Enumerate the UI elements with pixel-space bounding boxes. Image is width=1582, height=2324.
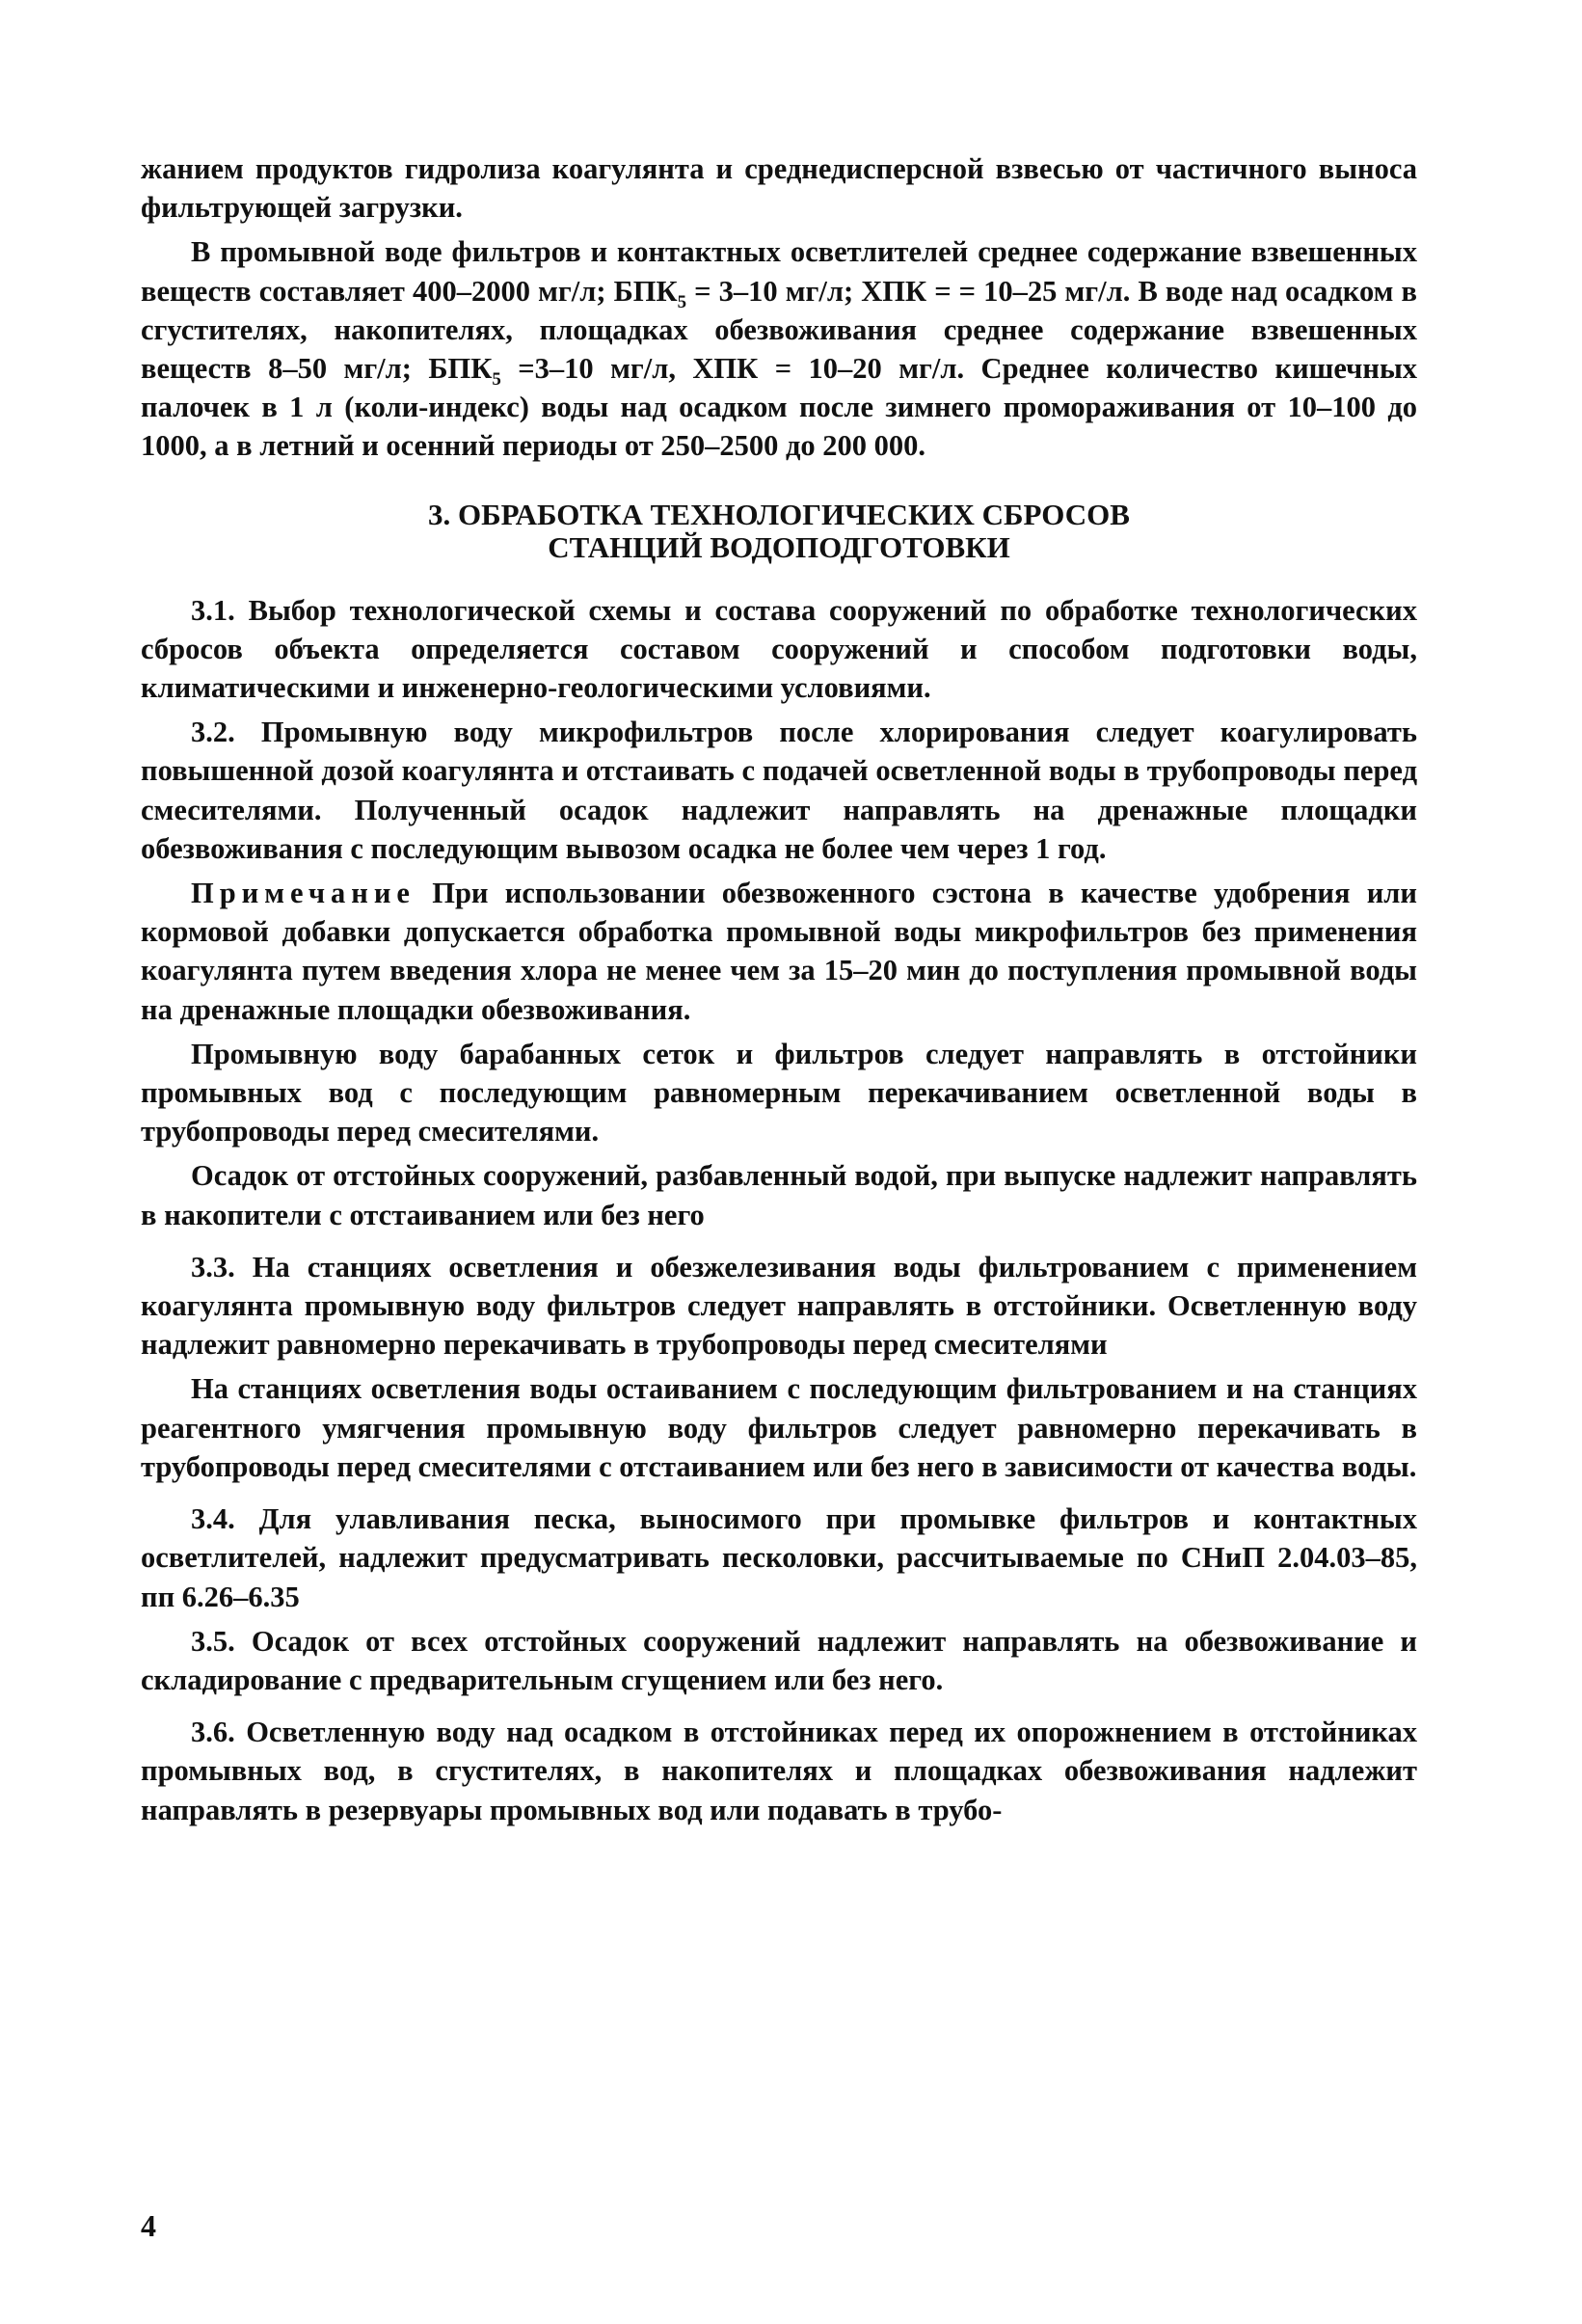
section-heading-line-2: СТАНЦИЙ ВОДОПОДГОТОВКИ (548, 529, 1010, 564)
bpk-subscript-1: 5 (677, 291, 687, 312)
wash-water-text-2: = 3–10 мг/л; ХПК = = 10–25 мг/л. В воде над осадком в сгустителях, накопителях, площадках обезвоживания среднее содержание взвешенных веществ 8–50 мг/л; БПК (141, 274, 1417, 386)
wash-water-text-1: В промывной воде фильтров и контактных осветлителей среднее содержание взвешенных веществ составляет 400–2000 мг/л; БПК (141, 235, 1417, 308)
wash-water-paragraph (141, 232, 1417, 465)
clause-3-4: 3.4. Для улавливания песка, выносимого при промывке фильтров и контактных осветлителей, надлежит предусматривать песколовки, рассчитываемые по СНиП 2.04.03–85, пп 6.26–6.35 (141, 1502, 1417, 1613)
note-paragraph (141, 874, 1417, 1029)
clause-3-2-sediment: Осадок от отстойных сооружений, разбавленный водой, при выпуске надлежит направлять в накопители с отстаиванием или без него (141, 1159, 1417, 1231)
section-heading-line-1: 3. ОБРАБОТКА ТЕХНОЛОГИЧЕСКИХ СБРОСОВ (428, 497, 1130, 531)
document-body (141, 149, 1417, 1829)
clause-3-6: 3.6. Осветленную воду над осадком в отстойниках перед их опорожнением в отстойниках промывных вод, в сгустителях, в накопителях и площадках обезвоживания надлежит направлять в резервуары промывных вод или подавать в трубо- (141, 1716, 1417, 1826)
continuation-paragraph: жанием продуктов гидролиза коагулянта и среднедисперсной взвесью от частичного выноса фильтрующей загрузки. (141, 152, 1417, 225)
clause-3-5: 3.5. Осадок от всех отстойных сооружений надлежит направлять на обезвоживание и складирование с предварительным сгущением или без него. (141, 1624, 1417, 1696)
wash-water-text-3: =3–10 мг/л, ХПК = 10–20 мг/л. Среднее количество кишечных палочек в 1 л (коли-индекс) воды над осадком после зимнего промораживания от 10–100 до 1000, а в летний и осенний периоды от 250–2500 до 200 000. (141, 352, 1418, 463)
clause-3-3-settling: На станциях осветления воды остаиванием с последующим фильтрованием и на станциях реагентного умягчения промывную воду фильтров следует равномерно перекачивать в трубопроводы перед смесителями с отстаиванием или без него в зависимости от качества воды. (141, 1372, 1417, 1483)
clause-3-1: 3.1. Выбор технологической схемы и состава сооружений по обработке технологических сбросов объекта определяется составом сооружений и способом подготовки воды, климатическими и инженерно-геологическими условиями. (141, 593, 1417, 705)
section-heading (141, 499, 1417, 564)
clause-3-2: 3.2. Промывную воду микрофильтров после хлорирования следует коагулировать повышенной дозой коагулянта и отстаивать с подачей осветленной воды в трубопроводы перед смесителями. Полученный осадок надлежит направлять на дренажные площадки обезвоживания с последующим вывозом осадка не более чем через 1 год. (141, 716, 1417, 865)
note-text: При использовании обезвоженного сэстона в качестве удобрения или кормовой добавки допускается обработка промывной воды микрофильтров без применения коагулянта путем введения хлора не менее чем за 15–20 мин до поступления промывной воды на дренажные площадки обезвоживания. (141, 877, 1417, 1026)
bpk-subscript-2: 5 (492, 369, 501, 391)
clause-3-3: 3.3. На станциях осветления и обезжелезивания воды фильтрованием с применением коагулянта промывную воду фильтров следует направлять в отстойники. Осветленную воду надлежит равномерно перекачивать в трубопроводы перед смесителями (141, 1250, 1417, 1362)
page-number: 4 (141, 2208, 156, 2243)
note-label: Примечание (191, 877, 416, 910)
clause-3-2-drum-screens: Промывную воду барабанных сеток и фильтров следует направлять в отстойники промывных вод с последующим равномерным перекачиванием осветленной воды в трубопроводы перед смесителями. (141, 1037, 1417, 1148)
